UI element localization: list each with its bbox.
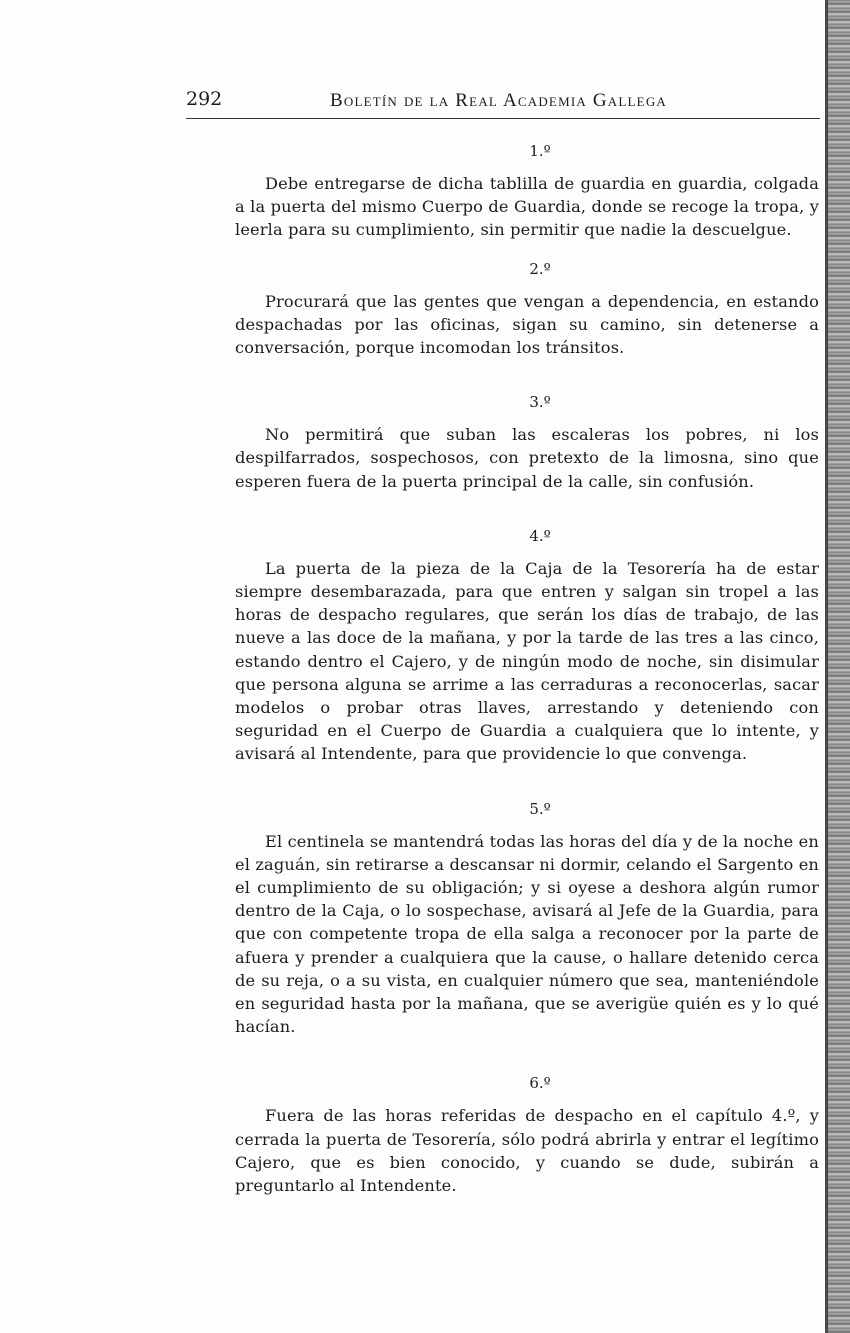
article-number: 4.º xyxy=(529,526,551,545)
article-text: Debe entregarse de dicha tablilla de guardia en guardia, colgada a la puerta del mismo Cuerpo de Guardia, donde se recoge la tropa, y leerla para su cumplimiento, sin permitir que nadie la descuelgue. xyxy=(235,174,819,240)
article-5 xyxy=(235,800,819,1039)
article-1 xyxy=(235,142,819,242)
article-number: 6.º xyxy=(529,1074,551,1093)
page-header xyxy=(186,88,820,119)
article-text: No permitirá que suban las escaleras los pobres, ni los despilfarrados, sospechosos, con pretexto de la limosna, sino que esperen fuera de la puerta principal de la calle, sin confusión. xyxy=(235,425,819,491)
article-text: Fuera de las horas referidas de despacho en el capítulo 4.º, y cerrada la puerta de Tesorería, sólo podrá abrirla y entrar el legítimo Cajero, que es bien conocido, y cuando se dude, subirán a preguntarlo al Intendente. xyxy=(235,1106,819,1196)
article-text: El centinela se mantendrá todas las horas del día y de la noche en el zaguán, sin retirarse a descansar ni dormir, celando el Sargento en el cumplimiento de su obligación; y si oyese a deshora algún rumor dentro de la Caja, o lo sospechase, avisará al Jefe de la Guardia, para que con competente tropa de ella salga a reconocer por la parte de afuera y prender a cualquiera que la cause, o hallare detenido cerca de su reja, o a su vista, en cualquier número que sea, manteniéndole en seguridad hasta por la mañana, que se averigüe quién es y lo qué hacían. xyxy=(235,831,819,1037)
article-2 xyxy=(235,260,819,360)
page-number: 292 xyxy=(186,88,223,110)
running-title: Boletín de la Real Academia Gallega xyxy=(330,90,667,111)
article-number: 3.º xyxy=(529,393,551,412)
article-3 xyxy=(235,393,819,493)
book-binding-edge xyxy=(828,0,850,1333)
article-6 xyxy=(235,1074,819,1197)
article-4 xyxy=(235,527,819,766)
article-number: 1.º xyxy=(529,142,551,160)
page-body xyxy=(235,142,819,1197)
article-text: La puerta de la pieza de la Caja de la Tesorería ha de estar siempre desembarazada, para que entren y salgan sin tropel a las horas de despacho regulares, que serán los días de trabajo, de las nueve a las doce de la mañana, y por la tarde de las tres a las cinco, estando dentro el Cajero, y de ningún modo de noche, sin disimular que persona alguna se arrime a las cerraduras a reconocerlas, sacar modelos o probar otras llaves, arrestando y deteniendo con seguridad en el Cuerpo de Guardia a cualquiera que lo intente, y avisará al Intendente, para que providencie lo que convenga. xyxy=(235,558,819,764)
article-text: Procurará que las gentes que vengan a dependencia, en estando despachadas por las oficinas, sigan su camino, sin detenerse a conversación, porque incomodan los tránsitos. xyxy=(235,291,819,358)
article-number: 2.º xyxy=(529,259,551,278)
article-number: 5.º xyxy=(529,799,551,818)
